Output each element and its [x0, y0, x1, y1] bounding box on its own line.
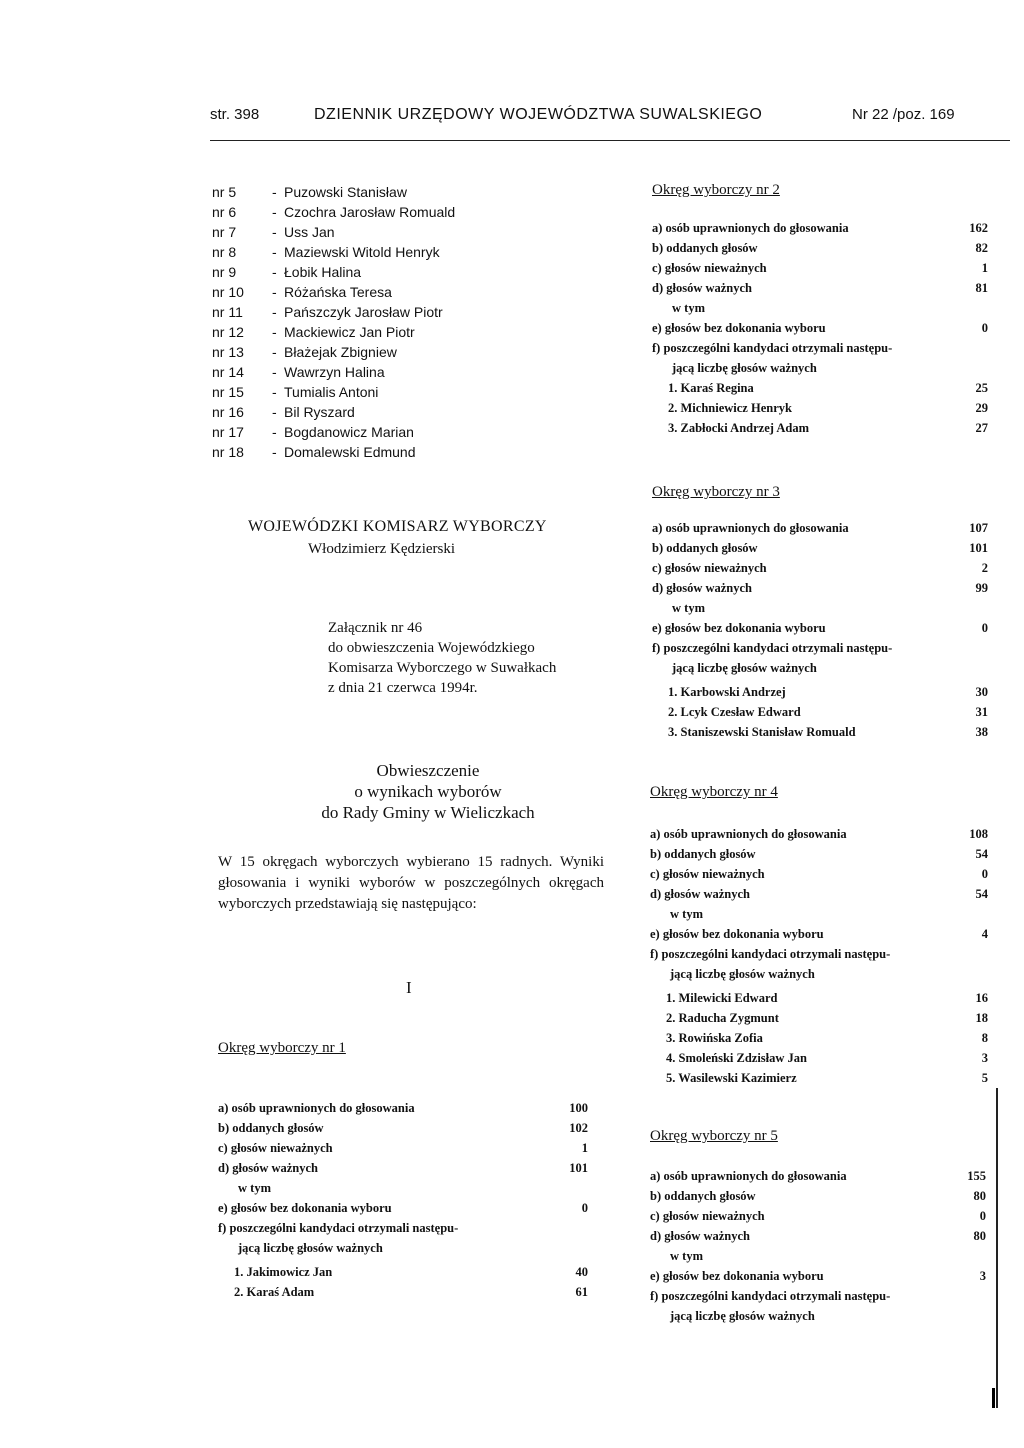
district-2-title: Okręg wyborczy nr 2 — [652, 182, 780, 198]
column-rule — [996, 1088, 998, 1408]
list-item: nr 17 - Bogdanowicz Marian — [212, 424, 414, 440]
commissioner-signature — [248, 516, 628, 560]
district-3-results: a) osób uprawnionych do głosowania 107 b) oddanych głosów 101 c) głosów nieważnych 2 d) głosów ważnych 99 w tym e) głosów bez dokonania wyboru 0 f) poszczególni kandydaci otrzymali następu- jącą liczbę głosów ważnych 1. Karbowski Andrzej 30 2. Lcyk Czesław Edward 31 3. Staniszewski Stanisław Romuald 38 — [652, 521, 988, 739]
members-list — [212, 182, 455, 462]
page-header — [210, 106, 1010, 130]
list-item: nr 12 - Mackiewicz Jan Piotr — [212, 324, 415, 340]
list-item: nr 10 - Różańska Teresa — [212, 284, 392, 300]
list-item: nr 18 - Domalewski Edmund — [212, 444, 416, 460]
list-item: nr 6 - Czochra Jarosław Romuald — [212, 204, 456, 220]
district-4-title: Okręg wyborczy nr 4 — [650, 784, 778, 800]
district-5-results: a) osób uprawnionych do głosowania 155 b) oddanych głosów 80 c) głosów nieważnych 0 d) głosów ważnych 80 w tym e) głosów bez dokonania wyboru 3 f) poszczególni kandydaci otrzymali następu- jącą liczbę głosów ważnych — [650, 1169, 986, 1323]
issue-number: Nr 22 /poz. 169 — [852, 106, 955, 123]
list-item: nr 14 - Wawrzyn Halina — [212, 364, 385, 380]
district-4-results: a) osób uprawnionych do głosowania 108 b) oddanych głosów 54 c) głosów nieważnych 0 d) głosów ważnych 54 w tym e) głosów bez dokonania wyboru 4 f) poszczególni kandydaci otrzymali następu- jącą liczbę głosów ważnych 1. Milewicki Edward 16 2. Raducha Zygmunt 18 3. Rowińska Zofia 8 4. Smoleński Zdzisław Jan 3 5. Wasilewski Kazimierz 5 — [650, 827, 988, 1085]
journal-title: DZIENNIK URZĘDOWY WOJEWÓDZTWA SUWALSKIEGO — [314, 106, 763, 123]
list-item: nr 5 - Puzowski Stanisław — [212, 184, 407, 200]
scan-mark — [992, 1388, 995, 1408]
list-item: nr 7 - Uss Jan — [212, 224, 335, 240]
list-item: nr 13 - Błażejak Zbigniew — [212, 344, 397, 360]
section-numeral: I — [406, 978, 412, 997]
list-item: nr 16 - Bil Ryszard — [212, 404, 355, 420]
district-5-title: Okręg wyborczy nr 5 — [650, 1128, 778, 1144]
announcement-title: Obwieszczenie o wynikach wyborów do Rady Gminy w Wieliczkach — [321, 761, 535, 822]
intro-paragraph: W 15 okręgach wyborczych wybierano 15 radnych. Wyniki głosowania i wyniki wyborów w poszczególnych okręgach wyborczych przedstawiają się następująco: — [218, 854, 604, 912]
district-2-results: a) osób uprawnionych do głosowania 162 b) oddanych głosów 82 c) głosów nieważnych 1 d) głosów ważnych 81 w tym e) głosów bez dokonania wyboru 0 f) poszczególni kandydaci otrzymali następu- jącą liczbę głosów ważnych 1. Karaś Regina 25 2. Michniewicz Henryk 29 3. Zabłocki Andrzej Adam 27 — [652, 221, 988, 435]
header-rule — [210, 140, 1010, 141]
list-item: nr 15 - Tumialis Antoni — [212, 384, 379, 400]
list-item: nr 8 - Maziewski Witold Henryk — [212, 244, 440, 260]
district-1-title: Okręg wyborczy nr 1 — [218, 1040, 346, 1056]
commissioner-title: WOJEWÓDZKI KOMISARZ WYBORCZY — [248, 518, 547, 535]
district-3-title: Okręg wyborczy nr 3 — [652, 484, 780, 500]
district-1-results: a) osób uprawnionych do głosowania 100 b) oddanych głosów 102 c) głosów nieważnych 1 d) głosów ważnych 101 w tym e) głosów bez dokonania wyboru 0 f) poszczególni kandydaci otrzymali następu- jącą liczbę głosów ważnych 1. Jakimowicz Jan 40 2. Karaś Adam 61 — [218, 1101, 588, 1299]
commissioner-name: Włodzimierz Kędzierski — [308, 541, 456, 557]
attachment-note: Załącznik nr 46 do obwieszczenia Wojewódzkiego Komisarza Wyborczego w Suwałkach z dnia 21 czerwca 1994r. — [328, 620, 557, 696]
list-item: nr 11 - Pańszczyk Jarosław Piotr — [212, 304, 443, 320]
page-number: str. 398 — [210, 106, 260, 123]
list-item: nr 9 - Łobik Halina — [212, 264, 362, 280]
